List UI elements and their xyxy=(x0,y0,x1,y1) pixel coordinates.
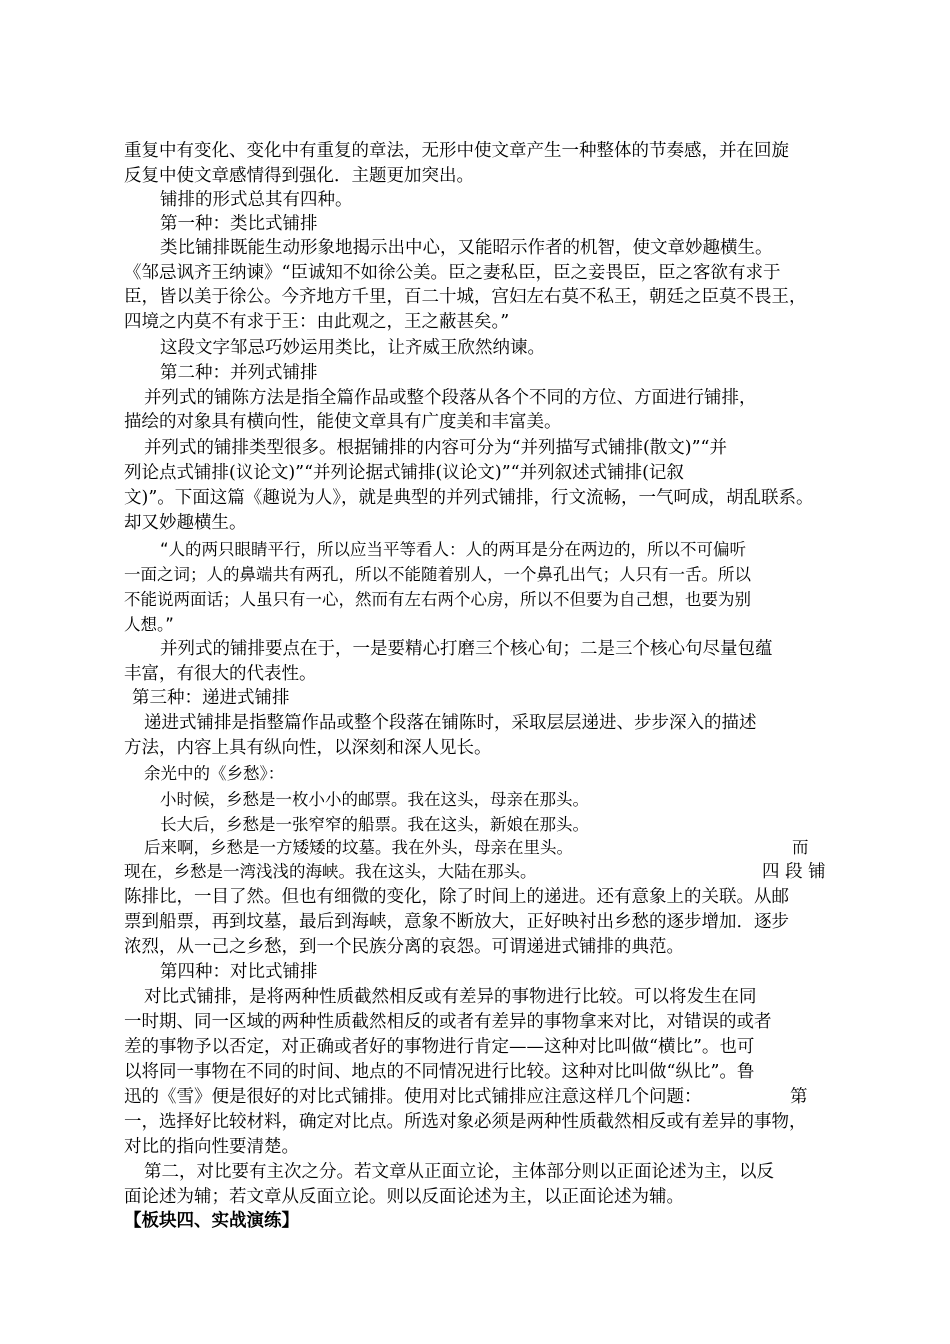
type-3-analysis-2: 票到船票，再到坟墓，最后到海峡，意象不断放大，正好映衬出乡愁的逐步增加．逐步 xyxy=(124,912,789,932)
section-4-heading: 【板块四、实战演练】 xyxy=(124,1211,299,1231)
type-4-point-2-line-2: 面论述为辅；若文章从反面立论。则以反面论述为主，以正面论述为辅。 xyxy=(124,1187,684,1207)
type-1-para-4: 四境之内莫不有求于王：由此观之，王之蔽甚矣。” xyxy=(124,312,510,332)
type-2-key-2: 丰富，有很大的代表性。 xyxy=(124,664,317,684)
type-4-para-5-tail: 第 xyxy=(790,1087,808,1107)
type-1-comment: 这段文字邹忌巧妙运用类比，让齐威王欣然纳谏。 xyxy=(160,338,545,358)
type-2-para-4: 列论点式铺排(议论文)”“并列论据式铺排(议论文)”“并列叙述式铺排(记叙 xyxy=(124,463,684,483)
intro-line-1: 重复中有变化、变化中有重复的章法，无形中使文章产生一种整体的节奏感，并在回旋 xyxy=(124,141,789,161)
poem-line-1: 小时候，乡愁是一枚小小的邮票。我在这头，母亲在那头。 xyxy=(160,790,589,809)
poem-line-2: 长大后，乡愁是一张窄窄的船票。我在这头，新娘在那头。 xyxy=(160,815,589,834)
intro-line-2: 反复中使文章感情得到强化．主题更加突出。 xyxy=(124,166,474,186)
type-1-para-1: 类比铺排既能生动形象地揭示出中心，又能昭示作者的机智，使文章妙趣横生。 xyxy=(160,238,773,258)
poem-line-3-tail: 而 xyxy=(792,838,809,857)
type-4-para-6: 一，选择好比较材料，确定对比点。所选对象必须是两种性质截然相反或有差异的事物， xyxy=(124,1112,807,1132)
poem-line-4-tail: 四 段 铺 xyxy=(762,862,826,882)
type-2-key-1: 并列式的铺排要点在于，一是要精心打磨三个核心旬；二是三个核心句尽量包蕴 xyxy=(160,639,773,659)
type-2-para-2: 描绘的对象具有横向性，能使文章具有广度美和丰富美。 xyxy=(124,412,562,432)
type-1-heading: 第一种：类比式铺排 xyxy=(160,214,318,234)
type-4-point-2-line-1: 第二，对比要有主次之分。若文章从正面立论，主体部分则以正面论述为主，以反 xyxy=(144,1162,774,1182)
type-3-analysis-3: 浓烈，从一己之乡愁，到一个民族分离的哀怨。可谓递进式铺排的典范。 xyxy=(124,937,684,957)
poem-line-4: 现在，乡愁是一湾浅浅的海峡。我在这头，大陆在那头。 xyxy=(124,862,537,881)
type-4-para-4: 以将同一事物在不同的时间、地点的不同情况进行比较。这种对比叫做“纵比”。鲁 xyxy=(124,1062,755,1082)
type-2-para-5: 文)”。下面这篇《趣说为人》，就是典型的并列式铺排，行文流畅，一气呵成，胡乱联系。 xyxy=(124,488,814,508)
type-2-heading: 第二种：并列式铺排 xyxy=(160,363,318,383)
type-4-para-1: 对比式铺排，是将两种性质截然相反或有差异的事物进行比较。可以将发生在同 xyxy=(144,987,757,1007)
type-4-para-7: 对比的指向性要清楚。 xyxy=(124,1137,299,1157)
type-3-para-2: 方法，内容上具有纵向性，以深刻和深人见长。 xyxy=(124,738,492,758)
type-4-para-5: 迅的《雪》便是很好的对比式铺排。使用对比式铺排应注意这样几个问题： xyxy=(124,1087,702,1107)
quote-line-2: 一面之词；人的鼻端共有两孔，所以不能随着别人，一个鼻孔出气；人只有一舌。所以 xyxy=(124,565,751,584)
poem-line-3: 后来啊，乡愁是一方矮矮的坟墓。我在外头，母亲在里头。 xyxy=(144,838,573,857)
type-3-para-1: 递进式铺排是指整篇作品或整个段落在铺陈时，采取层层递进、步步深入的描述 xyxy=(144,713,757,733)
type-2-para-6: 却又妙趣横生。 xyxy=(124,513,247,533)
quote-line-4: 人想。” xyxy=(124,615,174,634)
quote-line-1: “人的两只眼睛平行，所以应当平等看人：人的两耳是分在两边的，所以不可偏听 xyxy=(160,540,747,559)
quote-line-3: 不能说两面话；人虽只有一心，然而有左右两个心房，所以不但要为自己想，也要为别 xyxy=(124,590,751,609)
forms-count: 铺排的形式总其有四种。 xyxy=(160,190,353,210)
type-4-para-3: 差的事物予以否定，对正确或者好的事物进行肯定——这种对比叫做“横比”。也可 xyxy=(124,1037,755,1057)
poem-source: 余光中的《乡愁》： xyxy=(144,764,285,783)
type-3-heading: 第三种：递进式铺排 xyxy=(132,688,290,708)
type-3-analysis-1: 陈排比，一目了然。但也有细微的变化，除了时间上的递进。还有意象上的关联。从邮 xyxy=(124,887,789,907)
type-1-para-2: 《邹忌讽齐王纳谏》“臣诚知不如徐公美。臣之妻私臣，臣之妾畏臣，臣之客欲有求于 xyxy=(124,263,781,283)
type-2-para-1: 并列式的铺陈方法是指全篇作品或整个段落从各个不同的方位、方面进行铺排， xyxy=(144,388,757,408)
type-2-para-3: 并列式的铺排类型很多。根据铺排的内容可分为“并列描写式铺排(散文)”“并 xyxy=(144,438,727,458)
type-1-para-3: 臣，皆以美于徐公。今齐地方千里，百二十城，宫妇左右莫不私王，朝廷之臣莫不畏王， xyxy=(124,287,807,307)
type-4-heading: 第四种：对比式铺排 xyxy=(160,962,318,982)
type-4-para-2: 一时期、同一区域的两种性质截然相反的或者有差异的事物拿来对比，对错误的或者 xyxy=(124,1012,772,1032)
